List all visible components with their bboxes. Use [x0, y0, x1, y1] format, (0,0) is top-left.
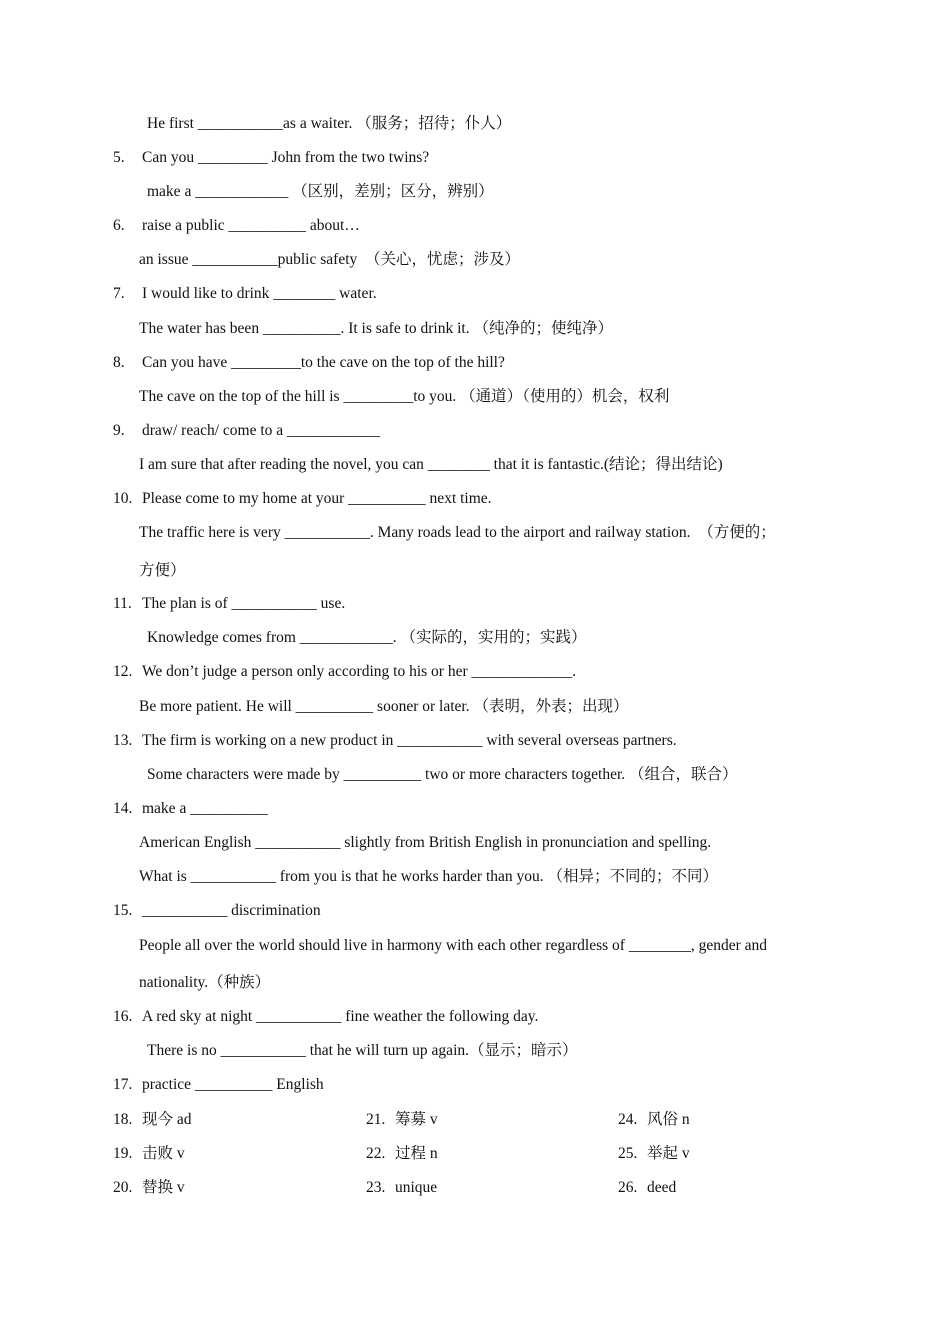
item-number-9: 9.: [113, 422, 125, 439]
item-8-line-2: The cave on the top of the hill is _________to you. （通道）（使用的）机会，权利: [139, 388, 670, 405]
item-11-line-2: Knowledge comes from ____________. （实际的，实用的；实践）: [147, 629, 587, 646]
item-7-line-2: The water has been __________. It is safe to drink it. （纯净的；使纯净）: [139, 320, 613, 337]
item-number-6: 6.: [113, 217, 125, 234]
vocab-item: deed: [647, 1179, 677, 1196]
vocab-item: 现今 ad: [142, 1111, 192, 1128]
item-6-line-2: an issue ___________public safety （关心，忧虑；涉及）: [139, 251, 521, 268]
item-number-5: 5.: [113, 149, 125, 166]
item-number-16: 16.: [113, 1008, 133, 1025]
item-14-line-2: American English ___________ slightly from British English in pronunciation and spelling.: [139, 834, 712, 851]
vocab-item: 替换 v: [142, 1179, 185, 1196]
item-number-10: 10.: [113, 490, 133, 507]
item-12-line-1: We don’t judge a person only according to his or her _____________.: [142, 663, 577, 680]
item-12-line-2: Be more patient. He will __________ sooner or later. （表明，外表；出现）: [139, 698, 629, 715]
item-10-line-1: Please come to my home at your __________ next time.: [142, 490, 492, 507]
vocab-item: 举起 v: [647, 1145, 690, 1162]
item-number-12: 12.: [113, 663, 133, 680]
item-number-13: 13.: [113, 732, 133, 749]
item-15-line-2: People all over the world should live in harmony with each other regardless of ________, gender and: [139, 937, 768, 954]
item-9-line-2: I am sure that after reading the novel, you can ________ that it is fantastic.(结论；得出结论): [139, 456, 723, 473]
vocab-number: 24.: [618, 1111, 638, 1128]
item-13-line-1: The firm is working on a new product in ___________ with several overseas partners.: [142, 732, 677, 749]
item-5-line-2: make a ____________ （区别，差别；区分，辨别）: [147, 183, 494, 200]
vocab-number: 21.: [366, 1111, 386, 1128]
item-15-line-3: nationality.（种族）: [139, 974, 271, 991]
vocab-number: 26.: [618, 1179, 638, 1196]
vocab-number: 19.: [113, 1145, 133, 1162]
item-number-15: 15.: [113, 902, 133, 919]
item-number-7: 7.: [113, 285, 125, 302]
item-10-line-2: The traffic here is very ___________. Many roads lead to the airport and railway station. （方便的；: [139, 524, 776, 541]
item-7-line-1: I would like to drink ________ water.: [142, 285, 377, 302]
item-15-line-1: ___________ discrimination: [142, 902, 321, 919]
vocab-item: 筹募 v: [395, 1111, 438, 1128]
item-13-line-2: Some characters were made by __________ two or more characters together. （组合，联合）: [147, 766, 738, 783]
item-8-line-1: Can you have _________to the cave on the top of the hill?: [142, 354, 505, 371]
vocab-number: 25.: [618, 1145, 638, 1162]
item-number-8: 8.: [113, 354, 125, 371]
item-6-line-1: raise a public __________ about…: [142, 217, 360, 234]
vocab-number: 23.: [366, 1179, 386, 1196]
item-5-line-1: Can you _________ John from the two twins?: [142, 149, 430, 166]
item-14-line-1: make a __________: [142, 800, 268, 817]
vocab-number: 18.: [113, 1111, 133, 1128]
item-17-line-1: practice __________ English: [142, 1076, 324, 1093]
item-11-line-1: The plan is of ___________ use.: [142, 595, 346, 612]
vocab-item: 击败 v: [142, 1145, 185, 1162]
vocab-number: 20.: [113, 1179, 133, 1196]
vocab-number: 22.: [366, 1145, 386, 1162]
vocab-item: unique: [395, 1179, 438, 1196]
item-number-17: 17.: [113, 1076, 133, 1093]
item-14-line-3: What is ___________ from you is that he works harder than you. （相异；不同的；不同）: [139, 868, 719, 885]
vocab-item: 过程 n: [395, 1145, 438, 1162]
item-number-14: 14.: [113, 800, 133, 817]
item-9-line-1: draw/ reach/ come to a ____________: [142, 422, 381, 439]
item-16-line-2: There is no ___________ that he will turn up again.（显示；暗示）: [147, 1042, 578, 1059]
item-4-line-2: He first ___________as a waiter. （服务；招待；仆人）: [147, 115, 512, 132]
item-16-line-1: A red sky at night ___________ fine weather the following day.: [142, 1008, 539, 1025]
item-number-11: 11.: [113, 595, 132, 612]
vocab-item: 风俗 n: [647, 1111, 690, 1128]
item-10-line-3: 方便）: [139, 562, 186, 579]
